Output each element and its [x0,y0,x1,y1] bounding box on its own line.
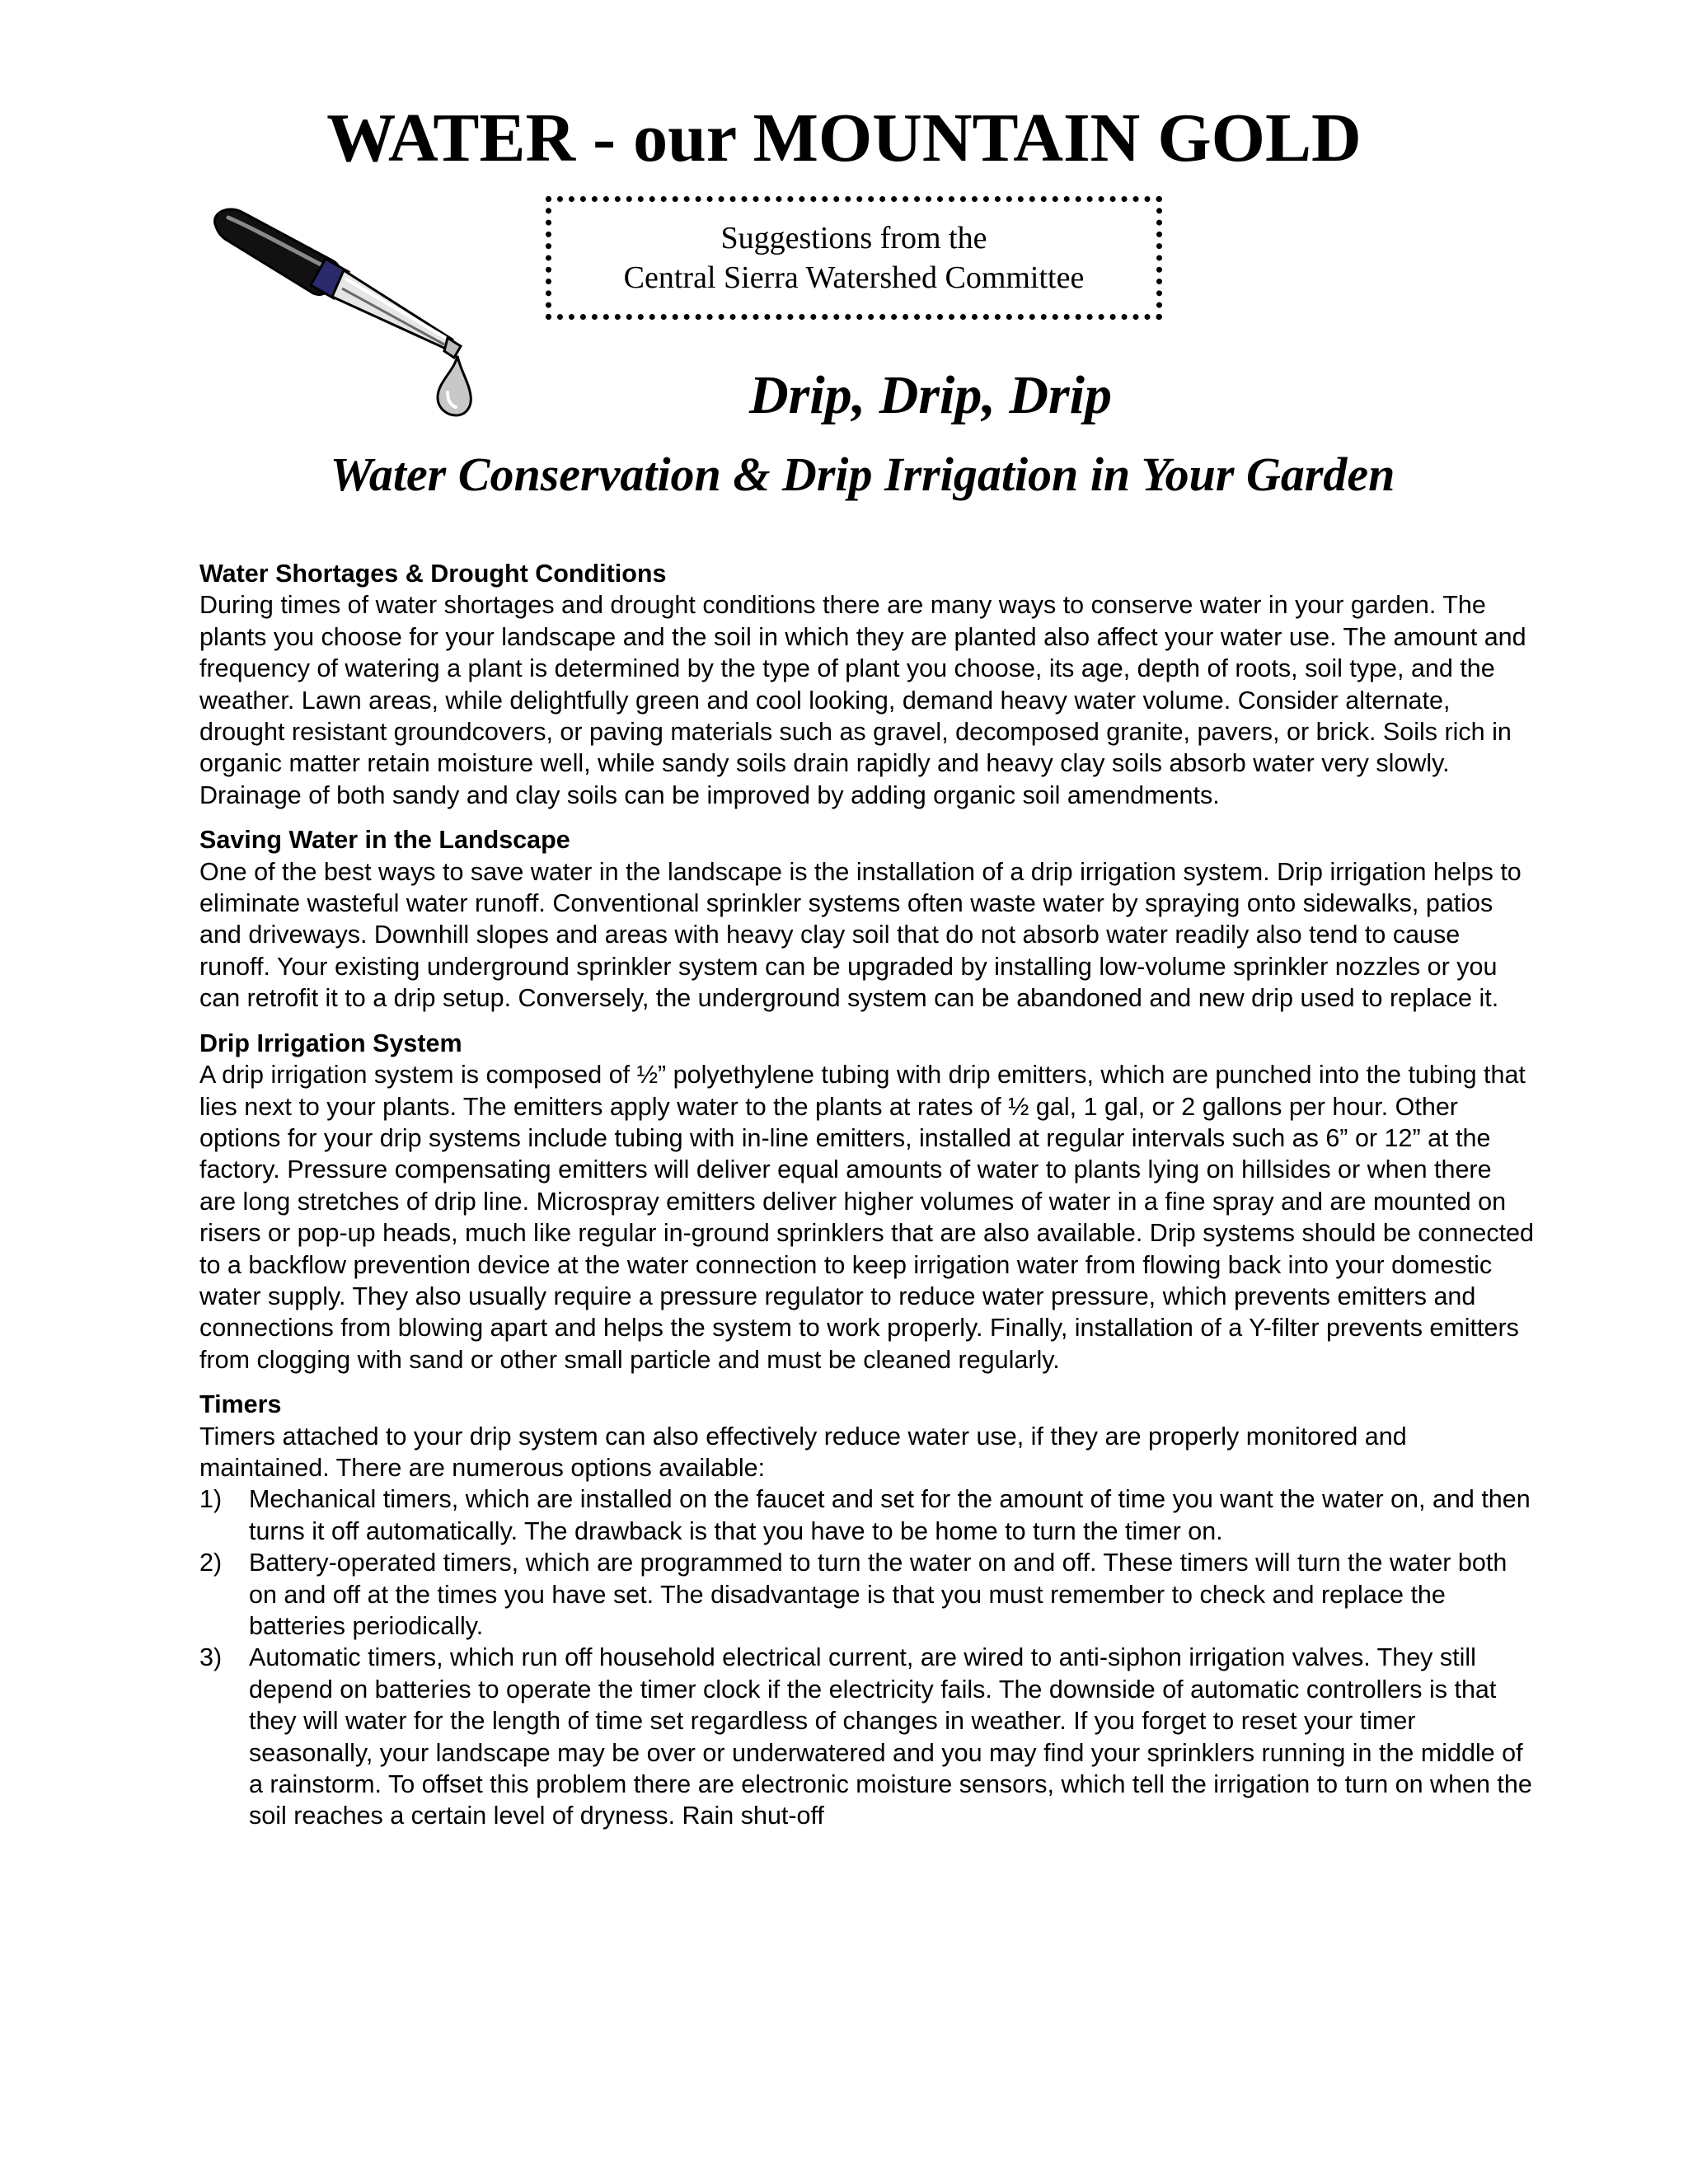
section-paragraph: Timers attached to your drip system can also effectively reduce water use, if they are properly monitored and maintained. There are numerous options available: [199,1422,1407,1482]
subtitle-2: Water Conservation & Drip Irrigation in Your Garden [330,448,1395,501]
section-drought [199,558,1535,811]
section-drip-system [199,1028,1535,1376]
list-text: Battery-operated timers, which are programmed to turn the water on and off. These timers will turn the water both on and off at the times you have set. The disadvantage is that you must remember to check and replace the batteries periodically. [249,1549,1507,1640]
suggestions-line-1: Suggestions from the [720,221,987,255]
section-paragraph: During times of water shortages and drought conditions there are many ways to conserve water in your garden. The plants you choose for your landscape and the soil in which they are planted also affect your water use. The amount and frequency of watering a plant is determined by the type of plant you choose, its age, depth of roots, soil type, and the weather. Lawn areas, while delightfully green and cool looking, demand heavy water volume. Consider alternate, drought resistant groundcovers, or paving materials such as gravel, decomposed granite, pavers, or brick. Soils rich in organic matter retain moisture well, while sandy soils drain rapidly and heavy clay soils absorb water very slowly. Drainage of both sandy and clay soils can be improved by adding organic soil amendments. [199,591,1526,809]
list-item [199,1547,1535,1642]
page-title: WATER - our MOUNTAIN GOLD [326,100,1362,176]
list-number: 2) [199,1549,223,1577]
section-heading: Timers [199,1390,282,1419]
list-text: Automatic timers, which run off household electrical current, are wired to anti-siphon irrigation valves. They still depend on batteries to operate the timer clock if the electricity fails. The downside of automatic controllers is that they will water for the length of time set regardless of changes in weather. If you forget to reset your timer seasonally, your landscape may be over or underwatered and you may find your sprinklers running in the middle of a rainstorm. To offset this problem there are electronic moisture sensors, which tell the irrigation to turn on when the soil reaches a certain level of dryness. Rain shut-off [249,1643,1532,1830]
suggestions-box [546,196,1162,320]
suggestions-line-2: Central Sierra Watershed Committee [623,260,1085,295]
section-heading: Saving Water in the Landscape [199,826,570,855]
section-heading: Drip Irrigation System [199,1029,462,1057]
section-heading: Water Shortages & Drought Conditions [199,560,667,588]
list-item [199,1642,1535,1831]
list-number: 3) [199,1643,223,1672]
list-text: Mechanical timers, which are installed on the faucet and set for the amount of time you want the water on, and then turns it off automatically. The drawback is that you have to be home to turn the timer on. [249,1485,1531,1545]
section-saving-water [199,824,1535,1014]
list-number: 1) [199,1485,223,1514]
list-item [199,1483,1535,1547]
article-body [199,558,1535,1832]
timer-list [199,1483,1535,1831]
section-paragraph: One of the best ways to save water in the landscape is the installation of a drip irrigation system. Drip irrigation helps to eliminate wasteful water runoff. Conventional sprinkler systems often waste water by spraying onto sidewalks, patios and driveways. Downhill slopes and areas with heavy clay soil that do not absorb water readily also tend to cause runoff. Your existing underground sprinkler system can be upgraded by installing low-volume sprinkler nozzles or you can retrofit it to a drip setup. Conversely, the underground system can be abandoned and new drip used to replace it. [199,857,1522,1013]
section-timers [199,1389,1535,1832]
subtitle: Drip, Drip, Drip [748,365,1113,425]
section-paragraph: A drip irrigation system is composed of ½” polyethylene tubing with drip emitters, which are punched into the tubing that lies next to your plants. The emitters apply water to the plants at rates of ½ gal, 1 gal, or 2 gallons per hour. Other options for your drip systems include tubing with in-line emitters, installed at regular intervals such as 6” or 12” at the factory. Pressure compensating emitters will deliver equal amounts of water to plants lying on hillsides or when there are long stretches of drip line. Microspray emitters deliver higher volumes of water in a fine spray and are mounted on risers or pop-up heads, much like regular in-ground sprinklers that are also available. Drip systems should be connected to a backflow prevention device at the water connection to keep irrigation water from flowing back into your domestic water supply. They also usually require a pressure regulator to reduce water pressure, which prevents emitters and connections from blowing apart and helps the system to work properly. Finally, installation of a Y-filter prevents emitters from clogging with sand or other small particle and must be cleaned regularly. [199,1061,1535,1374]
